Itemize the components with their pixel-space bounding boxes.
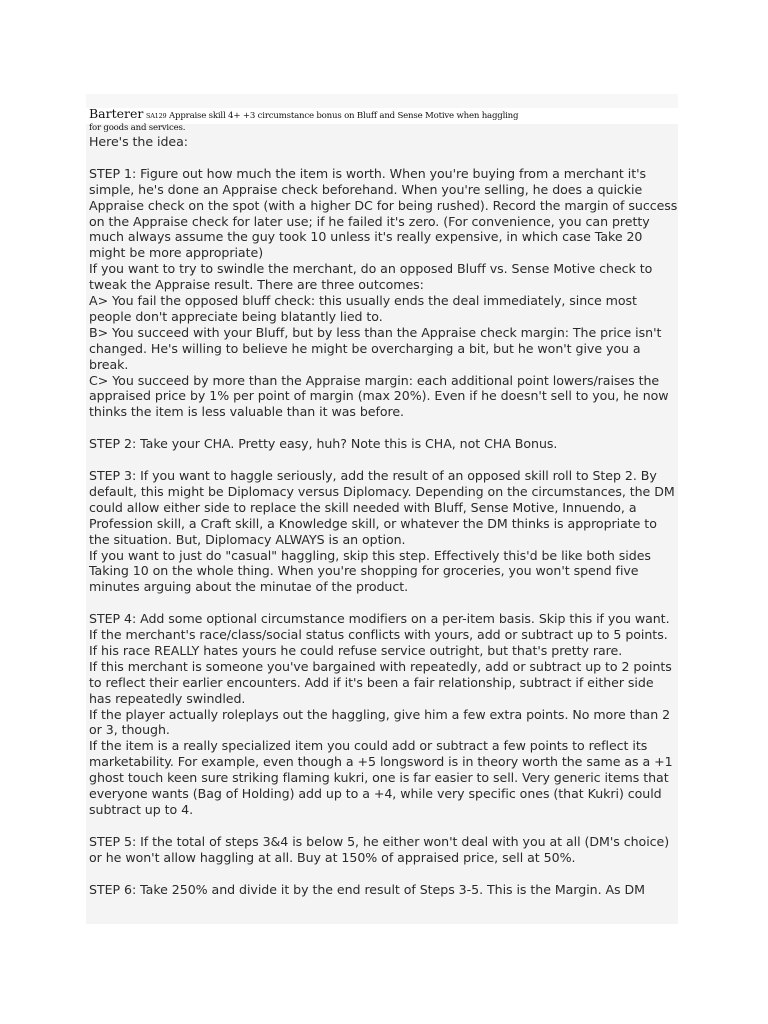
paragraph-outcome-a: A> You fail the opposed bluff check: this usually ends the deal immediately, since most people don't appreciate being blatantly lied to. [89, 293, 637, 324]
paragraph-gap [89, 818, 679, 834]
paragraph-gap [89, 420, 679, 436]
paragraph-swindle: If you want to try to swindle the merchant, do an opposed Bluff vs. Sense Motive check to tweak the Appraise result. There are three outcomes: [89, 261, 653, 293]
paragraph-gap [89, 595, 679, 611]
document-body [89, 134, 679, 897]
paragraph-step-1: STEP 1: Figure out how much the item is worth. When you're buying from a merchant it's simple, he's done an Appraise check beforehand. When you're selling, he does a quickie Appraise check on the spot (with a higher DC for being rushed). Record the margin of success on the Appraise check for later use; if he failed it's zero. (For convenience, you can pretty much always assume the guy took 10 unless it's really expensive, in which case Take 20 might be more appropriate) [89, 165, 678, 261]
paragraph-step-3: STEP 3: If you want to haggle seriously, add the result of an opposed skill roll to Step 2. By default, this might be Diplomacy versus Diplomacy. Depending on the circumstances, the DM could allow either side to replace the skill needed with Bluff, Sense Motive, Innuendo, a Profession skill, a Craft skill, a Knowledge skill, or whatever the DM thinks is appropriate to the situation. But, Diplomacy ALWAYS is an option. [89, 467, 675, 547]
feat-description-1: Appraise skill 4+ +3 circumstance bonus on Bluff and Sense Motive when haggling [169, 111, 519, 121]
paragraph-intro: Here's the idea: [89, 134, 188, 149]
paragraph-step-4: STEP 4: Add some optional circumstance modifiers on a per-item basis. Skip this if you want. [89, 611, 670, 627]
paragraph-race-modifier: If the merchant's race/class/social status conflicts with yours, add or subtract up to 5 points. If his race REALLY hates yours he could refuse service outright, but that's pretty rare. [89, 627, 668, 658]
feat-name: Barterer [89, 106, 144, 121]
feat-header [89, 108, 649, 134]
paragraph-casual-haggling: If you want to just do "casual" haggling, skip this step. Effectively this'd be like both sides Taking 10 on the whole thing. When you're shopping for groceries, you won't spend five minutes arguing about the minutae of the product. [89, 547, 651, 595]
paragraph-repeat-modifier: If this merchant is someone you've bargained with repeatedly, add or subtract up to 2 points to reflect their earlier encounters. Add if it's been a fair relationship, subtract if either side has repeatedly swindled. [89, 658, 672, 706]
paragraph-gap [89, 866, 679, 882]
paragraph-outcome-c: C> You succeed by more than the Appraise margin: each additional point lowers/raises the appraised price by 1% per point of margin (max 20%). Even if he doesn't sell to you, he now thinks the item is less valuable than it was before. [89, 372, 669, 420]
paragraph-gap [89, 452, 679, 468]
paragraph-step-2: STEP 2: Take your CHA. Pretty easy, huh? Note this is CHA, not CHA Bonus. [89, 436, 558, 452]
feat-source: SA129 [145, 112, 167, 120]
paragraph-step-5: STEP 5: If the total of steps 3&4 is below 5, he either won't deal with you at all (DM's choice) or he won't allow haggling at all. Buy at 150% of appraised price, sell at 50%. [89, 833, 670, 865]
paragraph-roleplay-modifier: If the player actually roleplays out the haggling, give him a few extra points. No more than 2 or 3, though. [89, 706, 671, 738]
paragraph-outcome-b: B> You succeed with your Bluff, but by less than the Appraise check margin: The price isn't changed. He's willing to believe he might be overcharging a bit, but he won't give you a break. [89, 324, 662, 372]
paragraph-item-modifier: If the item is a really specialized item you could add or subtract a few points to reflect its marketability. For example, even though a +5 longsword is in theory worth the same as a +1 ghost touch keen sure striking flaming kukri, one is far easier to sell. Very generic items that everyone wants (Bag of Holding) add up to a +4, while very specific ones (that Kukri) could subtract up to 4. [89, 738, 673, 817]
feat-description-2: for goods and services. [89, 123, 186, 133]
paragraph-gap [89, 150, 679, 166]
paragraph-step-6: STEP 6: Take 250% and divide it by the end result of Steps 3-5. This is the Margin. As DM [89, 881, 645, 897]
